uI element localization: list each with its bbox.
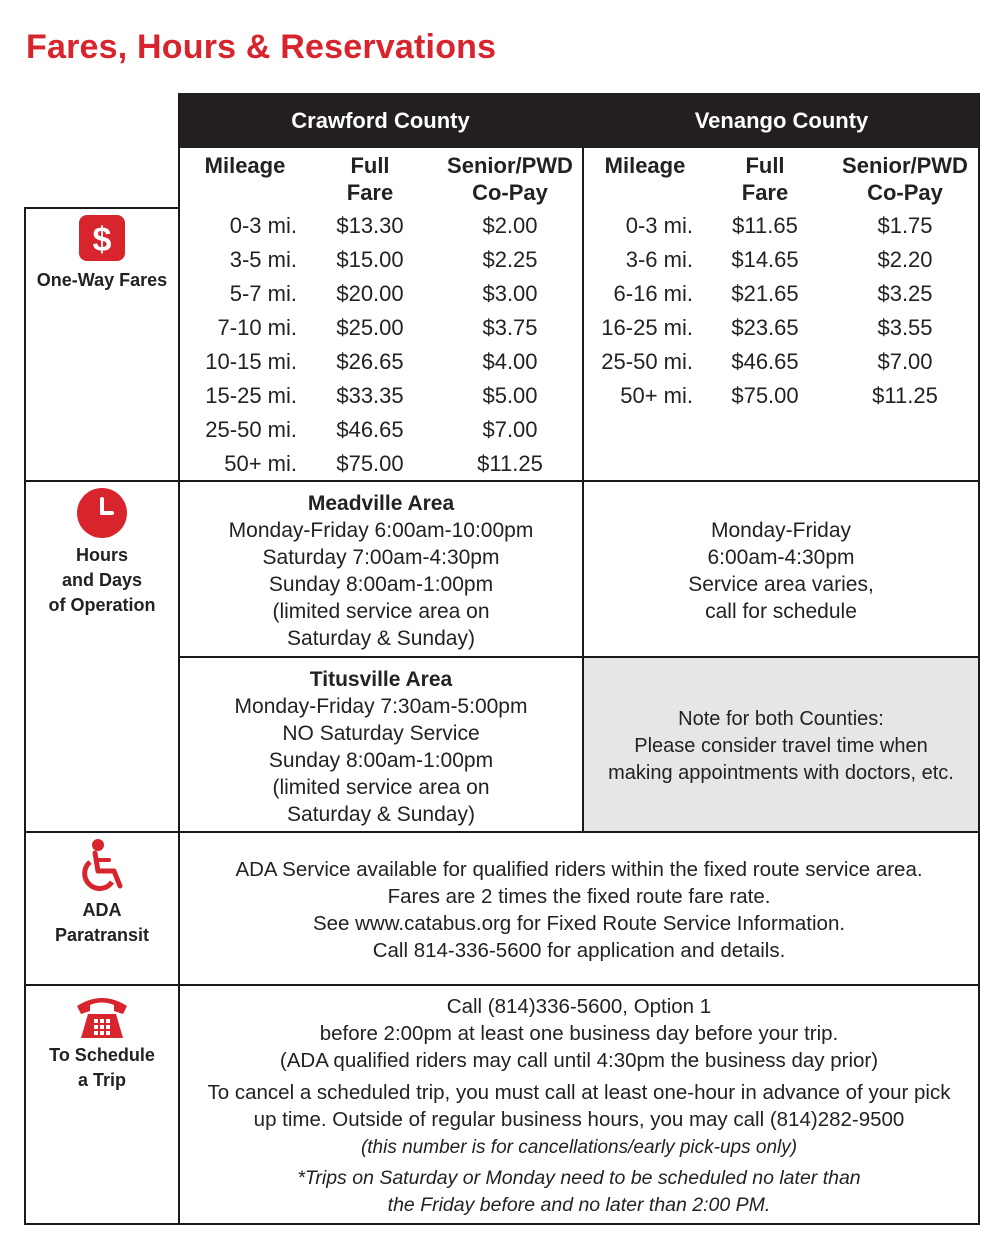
crawford-copay: $2.00 — [482, 213, 538, 238]
grid-line — [978, 93, 980, 1225]
crawford-full-fare: $26.65 — [336, 349, 404, 374]
crawford-full-fare: $20.00 — [336, 281, 404, 306]
crawford-mileage: 25-50 mi. — [205, 417, 297, 442]
ada-line: See www.catabus.org for Fixed Route Service Information. — [312, 912, 846, 935]
note-line: Note for both Counties: — [678, 708, 884, 730]
crawford-copay: $3.75 — [482, 315, 538, 340]
copay-label-1: Senior/PWD — [842, 153, 968, 178]
hours-line: 6:00am-4:30pm — [707, 546, 855, 569]
ada-label-line: Paratransit — [54, 925, 150, 945]
crawford-mileage: 7-10 mi. — [217, 315, 297, 340]
full-fare-label-1: Full — [350, 153, 390, 178]
crawford-copay: $4.00 — [482, 349, 538, 374]
hours-line: Saturday 7:00am-4:30pm — [262, 546, 500, 569]
venango-mileage: 6-16 mi. — [613, 281, 693, 306]
hours-label-line: of Operation — [48, 595, 156, 615]
crawford-mileage: 15-25 mi. — [205, 383, 297, 408]
venango-full-fare: $21.65 — [731, 281, 799, 306]
meadville-hours — [180, 490, 582, 652]
hours-label-line: and Days — [61, 570, 143, 590]
ada-line: Call 814-336-5600 for application and details. — [372, 939, 786, 962]
note-line: the Friday before and no later than 2:00 PM. — [387, 1194, 771, 1216]
hours-line: Saturday & Sunday) — [287, 627, 475, 650]
grid-line — [24, 480, 980, 482]
crawford-full-fare: $46.65 — [336, 417, 404, 442]
hours-label — [25, 543, 179, 618]
venango-copay-header — [835, 152, 975, 206]
cancel-line: up time. Outside of regular business hours, you may call (814)282-9500 — [253, 1108, 905, 1131]
crawford-full-fare: $25.00 — [336, 315, 404, 340]
venango-copay: $2.20 — [877, 247, 933, 272]
hours-line: Monday-Friday — [710, 519, 852, 542]
crawford-copay: $3.00 — [482, 281, 538, 306]
crawford-copay-header — [440, 152, 580, 206]
schedule-line: Call (814)336-5600, Option 1 — [446, 995, 712, 1018]
crawford-full-fare: $15.00 — [336, 247, 404, 272]
crawford-mileage: 5-7 mi. — [229, 281, 297, 306]
crawford-full-fare: $75.00 — [336, 451, 404, 476]
schedule-label-line: a Trip — [77, 1070, 126, 1090]
crawford-copay: $5.00 — [482, 383, 538, 408]
grid-line — [24, 984, 980, 986]
grid-line — [24, 1223, 980, 1225]
note-line: Please consider travel time when — [634, 735, 928, 757]
crawford-mileage-header: Mileage — [204, 153, 286, 178]
schedule-line: before 2:00pm at least one business day before your trip. — [319, 1022, 839, 1045]
titusville-hours — [180, 666, 582, 828]
crawford-county-header: Crawford County — [291, 108, 470, 133]
hours-line: call for schedule — [705, 600, 857, 623]
meadville-heading: Meadville Area — [307, 492, 455, 515]
hours-line: Monday-Friday 7:30am-5:00pm — [234, 695, 528, 718]
both-counties-note — [584, 706, 978, 787]
venango-full-fare: $23.65 — [731, 315, 799, 340]
venango-copay: $3.55 — [877, 315, 933, 340]
crawford-copay: $7.00 — [482, 417, 538, 442]
saturday-monday-note — [180, 1165, 978, 1219]
cancel-note: (this number is for cancellations/early pick-ups only) — [360, 1137, 798, 1158]
full-fare-label-2: Fare — [346, 180, 394, 205]
cancel-line: To cancel a scheduled trip, you must call at least one-hour in advance of your pick — [207, 1081, 951, 1104]
hours-line: Service area varies, — [688, 573, 874, 596]
ada-line: ADA Service available for qualified riders within the fixed route service area. — [235, 858, 923, 881]
venango-full-fare-header — [715, 152, 815, 206]
venango-mileage: 50+ mi. — [620, 383, 693, 408]
hours-line: (limited service area on — [272, 600, 490, 623]
venango-mileage: 16-25 mi. — [601, 315, 693, 340]
svg-text:$: $ — [92, 221, 112, 259]
full-fare-label-1: Full — [745, 153, 785, 178]
venango-copay: $1.75 — [877, 213, 933, 238]
crawford-mileage: 0-3 mi. — [229, 213, 297, 238]
hours-line: Monday-Friday 6:00am-10:00pm — [228, 519, 534, 542]
schedule-label — [25, 1043, 179, 1093]
ada-line: Fares are 2 times the fixed route fare rate. — [387, 885, 771, 908]
full-fare-label-2: Fare — [741, 180, 789, 205]
venango-mileage-header: Mileage — [604, 153, 686, 178]
one-way-fares-label: One-Way Fares — [36, 270, 168, 290]
telephone-icon — [73, 992, 131, 1042]
dollar-icon — [79, 215, 125, 261]
hours-label-line: Hours — [75, 545, 128, 565]
crawford-mileage: 3-5 mi. — [229, 247, 297, 272]
ada-label — [25, 898, 179, 948]
crawford-copay: $2.25 — [482, 247, 538, 272]
crawford-full-fare: $33.35 — [336, 383, 404, 408]
cancel-info — [180, 1079, 978, 1161]
note-line: *Trips on Saturday or Monday need to be scheduled no later than — [297, 1167, 861, 1189]
hours-line: (limited service area on — [272, 776, 490, 799]
venango-full-fare: $75.00 — [731, 383, 799, 408]
note-line: making appointments with doctors, etc. — [608, 762, 954, 784]
schedule-line: (ADA qualified riders may call until 4:30pm the business day prior) — [279, 1049, 879, 1072]
venango-copay: $7.00 — [877, 349, 933, 374]
venango-copay: $3.25 — [877, 281, 933, 306]
venango-full-fare: $14.65 — [731, 247, 799, 272]
crawford-copay: $11.25 — [477, 451, 543, 476]
venango-copay: $11.25 — [872, 383, 938, 408]
crawford-mileage: 50+ mi. — [224, 451, 297, 476]
titusville-heading: Titusville Area — [309, 668, 453, 691]
venango-full-fare: $11.65 — [732, 213, 798, 238]
copay-label-2: Co-Pay — [472, 180, 548, 205]
venango-county-header: Venango County — [694, 108, 869, 133]
venango-mileage: 0-3 mi. — [625, 213, 693, 238]
crawford-full-fare: $13.30 — [336, 213, 404, 238]
grid-line — [24, 207, 180, 209]
venango-mileage: 3-6 mi. — [625, 247, 693, 272]
schedule-info — [180, 993, 978, 1074]
ada-label-line: ADA — [82, 900, 122, 920]
clock-icon — [77, 488, 127, 538]
ada-info — [180, 856, 978, 964]
schedule-label-line: To Schedule — [49, 1045, 155, 1065]
grid-line — [24, 831, 980, 833]
copay-label-1: Senior/PWD — [447, 153, 573, 178]
grid-line — [179, 656, 980, 658]
page-title: Fares, Hours & Reservations — [26, 28, 497, 66]
hours-line: Saturday & Sunday) — [287, 803, 475, 826]
crawford-mileage: 10-15 mi. — [205, 349, 297, 374]
wheelchair-icon — [76, 838, 128, 894]
hours-line: Sunday 8:00am-1:00pm — [268, 573, 494, 596]
copay-label-2: Co-Pay — [867, 180, 943, 205]
venango-mileage: 25-50 mi. — [601, 349, 693, 374]
hours-line: Sunday 8:00am-1:00pm — [268, 749, 494, 772]
venango-full-fare: $46.65 — [731, 349, 799, 374]
crawford-full-fare-header — [320, 152, 420, 206]
hours-line: NO Saturday Service — [282, 722, 480, 745]
venango-hours — [584, 517, 978, 625]
